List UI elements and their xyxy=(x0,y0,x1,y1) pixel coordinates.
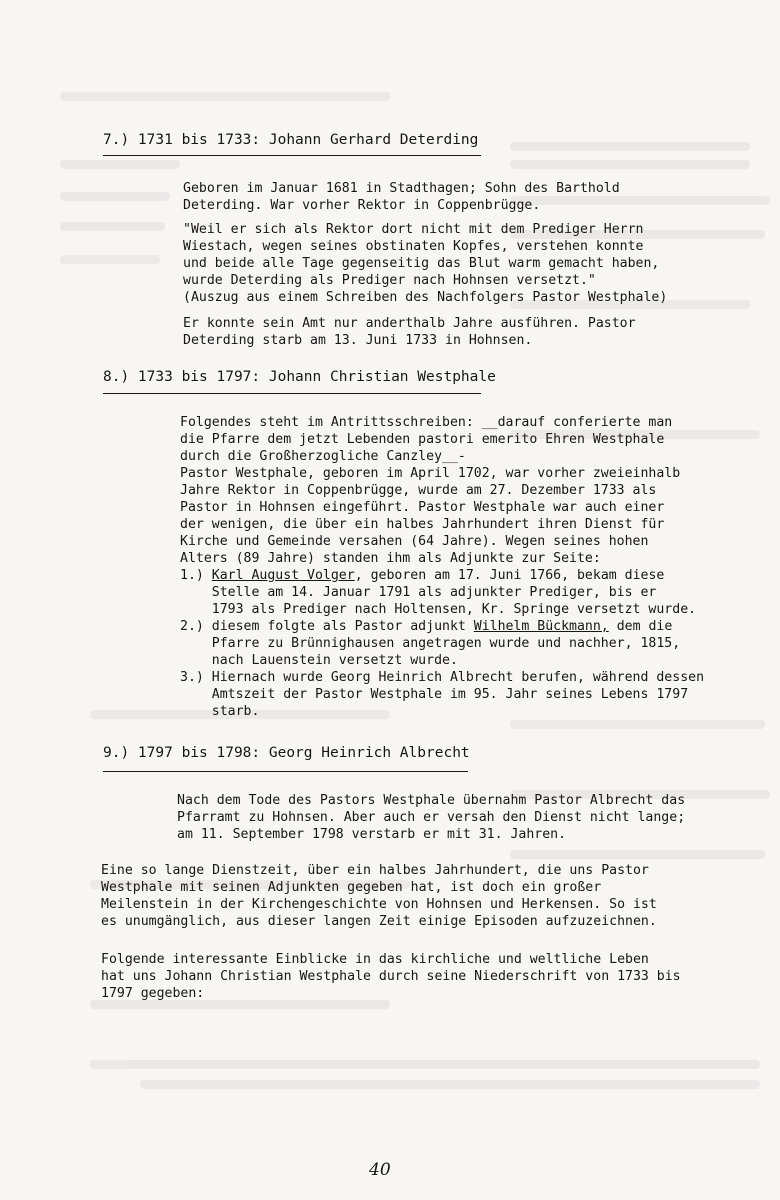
list-item: 3.) Hiernach wurde Georg Heinrich Albrecht berufen, während dessen xyxy=(180,670,705,685)
paragraph: Geboren im Januar 1681 in Stadthagen; Sohn des Barthold Deterding. War vorher Rektor in Coppenbrügge. xyxy=(183,181,620,213)
heading-underline xyxy=(103,155,481,156)
person-name: Wilhelm Bückmann, xyxy=(473,619,609,634)
paragraph: Eine so lange Dienstzeit, über ein halbes Jahrhundert, die uns Pastor Westphale mit seinen Adjunkten gegeben hat, ist doch ein großer Meilenstein in der Kirchengeschichte von Hohnsen und Herkensen. So ist es unumgänglich, aus dieser langen Zeit einige Episoden aufzuzeichnen. xyxy=(101,863,657,929)
heading-underline xyxy=(103,393,481,394)
list-item: 1.) Karl August Volger, geboren am 17. Juni 1766, bekam diese xyxy=(180,568,665,583)
section-heading: 7.) 1731 bis 1733: Johann Gerhard Deterding xyxy=(103,132,479,148)
list-item: 2.) diesem folgte als Pastor adjunkt Wilhelm Bückmann, dem die xyxy=(180,619,673,634)
paragraph: Folgende interessante Einblicke in das kirchliche und weltliche Leben hat uns Johann Christian Westphale durch seine Niederschrift von 1733 bis 1797 gegeben: xyxy=(101,952,681,1001)
section-heading: 9.) 1797 bis 1798: Georg Heinrich Albrecht xyxy=(103,745,470,761)
paragraph: Er konnte sein Amt nur anderthalb Jahre ausführen. Pastor Deterding starb am 13. Juni 1733 in Hohnsen. xyxy=(183,316,636,348)
page-number: 40 xyxy=(369,1160,391,1180)
person-name: Karl August Volger xyxy=(211,568,355,583)
heading-underline xyxy=(103,771,468,772)
section-heading: 8.) 1733 bis 1797: Johann Christian Westphale xyxy=(103,369,496,385)
paragraph: Folgendes steht im Antrittsschreiben: __darauf conferierte man die Pfarre dem jetzt Lebenden pastori emerito Ehren Westphale durch die Großherzogliche Canzley__- Pastor Westphale, geboren im April 1702, war vorher zweieinhalb Jahre Rektor in Coppenbrügge, wurde am 27. Dezember 1733 als Pastor in Hohnsen eingeführt. Pastor Westphale war auch einer der wenigen, die über ein halbes Jahrhundert ihren Dienst für Kirche und Gemeinde versahen (64 Jahre). Wegen seines hohen Alters (89 Jahre) standen ihm als Adjunkte zur Seite: 1.) Karl August Volger, geboren am 17. Juni 1766, bekam diese Stelle am 14. Januar 1791 als adjunkter Prediger, bis er 1793 als Prediger nach Holtensen, Kr. Springe versetzt wurde. 2.) diesem folgte als Pastor adjunkt Wilhelm Bückmann, dem die Pfarre zu Brünnighausen angetragen wurde und nachher, 1815, nach Lauenstein versetzt wurde. 3.) Hiernach wurde Georg Heinrich Albrecht berufen, während dessen Amtszeit der Pastor Westphale im 95. Jahr seines Lebens 1797 starb. xyxy=(180,415,705,719)
quote-paragraph: "Weil er sich als Rektor dort nicht mit dem Prediger Herrn Wiestach, wegen seines obstinaten Kopfes, verstehen konnte und beide alle Tage gegenseitig das Blut warm gemacht haben, wurde Deterding als Prediger nach Hohnsen versetzt." (Auszug aus einem Schreiben des Nachfolgers Pastor Westphale) xyxy=(183,222,668,305)
paragraph: Nach dem Tode des Pastors Westphale übernahm Pastor Albrecht das Pfarramt zu Hohnsen. Aber auch er versah den Dienst nicht lange; am 11. September 1798 verstarb er mit 31. Jahren. xyxy=(177,793,686,842)
